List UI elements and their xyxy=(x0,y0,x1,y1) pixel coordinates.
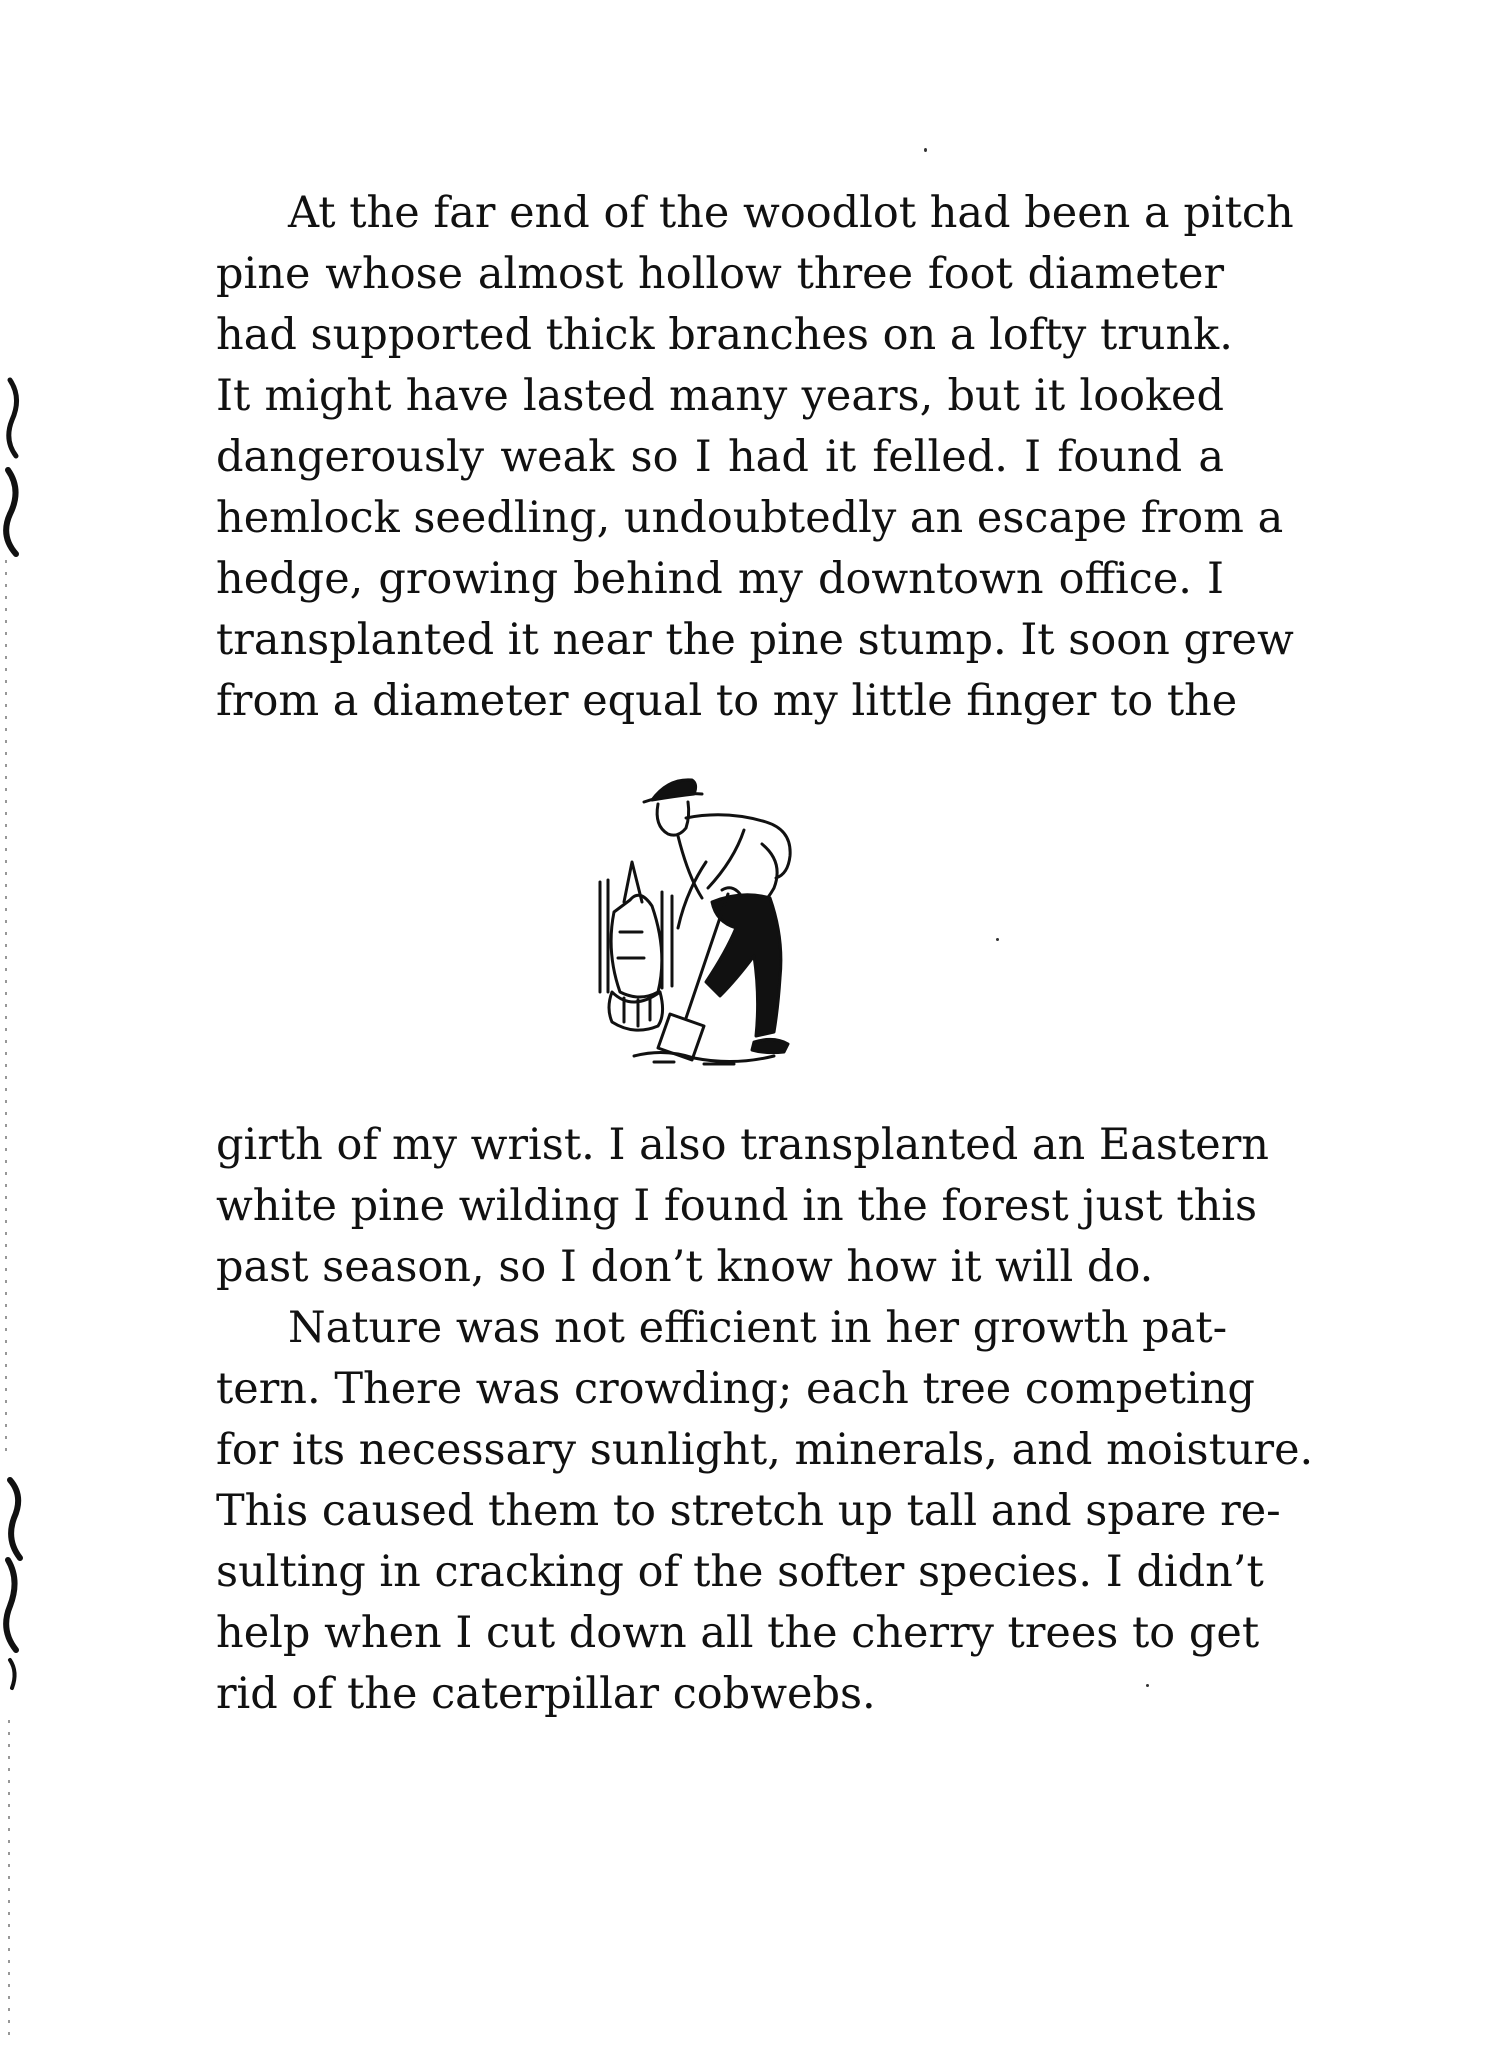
text-line: At the far end of the woodlot had been a pitch xyxy=(288,188,1294,238)
text-line: from a diameter equal to my little finger to the xyxy=(216,676,1238,726)
text-line: transplanted it near the pine stump. It soon grew xyxy=(216,615,1294,665)
text-line: girth of my wrist. I also transplanted an Eastern xyxy=(216,1120,1269,1170)
text-line: hedge, growing behind my downtown office. I xyxy=(216,554,1224,604)
text-line: tern. There was crowding; each tree competing xyxy=(216,1364,1255,1414)
ink-speck xyxy=(924,148,927,152)
text-line: past season, so I don’t know how it will do. xyxy=(216,1242,1154,1292)
man-digging-with-spade-illustration xyxy=(594,752,830,1068)
text-line: Nature was not efficient in her growth pat- xyxy=(288,1303,1228,1353)
text-line: for its necessary sunlight, minerals, and moisture. xyxy=(216,1425,1314,1475)
paragraph-2 xyxy=(216,1115,1314,1725)
text-line: This caused them to stretch up tall and spare re- xyxy=(216,1486,1281,1536)
text-line: It might have lasted many years, but it looked xyxy=(216,371,1224,421)
text-line: hemlock seedling, undoubtedly an escape from a xyxy=(216,493,1284,543)
text-line: white pine wilding I found in the forest just this xyxy=(216,1181,1258,1231)
text-line: dangerously weak so I had it felled. I found a xyxy=(216,432,1224,482)
text-line: rid of the caterpillar cobwebs. xyxy=(216,1669,876,1719)
paragraph-1 xyxy=(216,183,1294,732)
text-line: help when I cut down all the cherry trees to get xyxy=(216,1608,1260,1658)
text-line: had supported thick branches on a lofty trunk. xyxy=(216,310,1233,360)
binding-edge-marks xyxy=(0,0,60,2069)
text-line: sulting in cracking of the softer species. I didn’t xyxy=(216,1547,1264,1597)
text-line: pine whose almost hollow three foot diameter xyxy=(216,249,1224,299)
ink-speck xyxy=(996,938,999,941)
